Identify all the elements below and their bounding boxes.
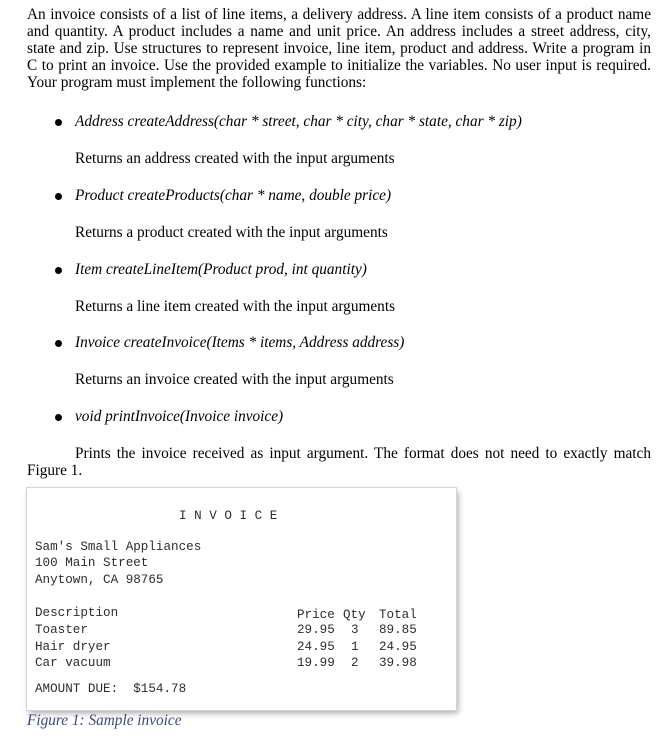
row-total: 24.95 bbox=[379, 640, 417, 654]
invoice-figure bbox=[27, 488, 456, 710]
bullet-icon bbox=[55, 193, 62, 200]
amount-due: AMOUNT DUE: $154.78 bbox=[35, 682, 187, 696]
row-total: 89.85 bbox=[379, 623, 417, 637]
row-description: Hair dryer bbox=[35, 640, 111, 654]
city-line: Anytown, CA 98765 bbox=[35, 573, 164, 587]
figure-caption: Figure 1: Sample invoice bbox=[27, 712, 182, 729]
bullet-icon bbox=[55, 119, 62, 126]
row-qty: 1 bbox=[351, 640, 359, 654]
invoice-title: I N V O I C E bbox=[179, 509, 278, 523]
header-qty: Qty bbox=[343, 608, 366, 622]
function-description: Returns an address created with the input arguments bbox=[75, 150, 395, 167]
bullet-icon bbox=[55, 340, 62, 347]
function-signature: Invoice createInvoice(Items * items, Address address) bbox=[75, 334, 405, 351]
function-description: Prints the invoice received as input argument. The format does not need to exactly match bbox=[75, 445, 651, 462]
row-qty: 3 bbox=[351, 623, 359, 637]
company-name: Sam's Small Appliances bbox=[35, 540, 202, 554]
figure-reference: Figure 1. bbox=[27, 462, 83, 479]
function-description: Returns a line item created with the input arguments bbox=[75, 298, 396, 315]
header-description: Description bbox=[35, 606, 119, 620]
function-description: Returns an invoice created with the input arguments bbox=[75, 371, 394, 388]
row-price: 19.99 bbox=[297, 656, 335, 670]
function-signature: Product createProducts(char * name, double price) bbox=[75, 187, 392, 204]
function-signature: Item createLineItem(Product prod, int quantity) bbox=[75, 261, 367, 278]
function-description: Returns a product created with the input arguments bbox=[75, 224, 388, 241]
street-address: 100 Main Street bbox=[35, 556, 149, 570]
header-total: Total bbox=[379, 608, 417, 622]
intro-paragraph: An invoice consists of a list of line items, a delivery address. A line item consists of a product name and quantity. A product includes a name and unit price. An address includes a street address, city, state and zip. Use structures to represent invoice, line item, product and address. Write a program in C to print an invoice. Use the provided example to initialize the variables. No user input is required. Your program must implement the following functions: bbox=[27, 6, 651, 91]
row-total: 39.98 bbox=[379, 656, 417, 670]
row-price: 29.95 bbox=[297, 623, 335, 637]
row-qty: 2 bbox=[351, 656, 359, 670]
row-description: Car vacuum bbox=[35, 656, 111, 670]
row-price: 24.95 bbox=[297, 640, 335, 654]
row-description: Toaster bbox=[35, 623, 88, 637]
header-price: Price bbox=[297, 608, 335, 622]
function-signature: Address createAddress(char * street, char * city, char * state, char * zip) bbox=[75, 113, 522, 130]
function-signature: void printInvoice(Invoice invoice) bbox=[75, 408, 284, 425]
bullet-icon bbox=[55, 267, 62, 274]
bullet-icon bbox=[55, 414, 62, 421]
